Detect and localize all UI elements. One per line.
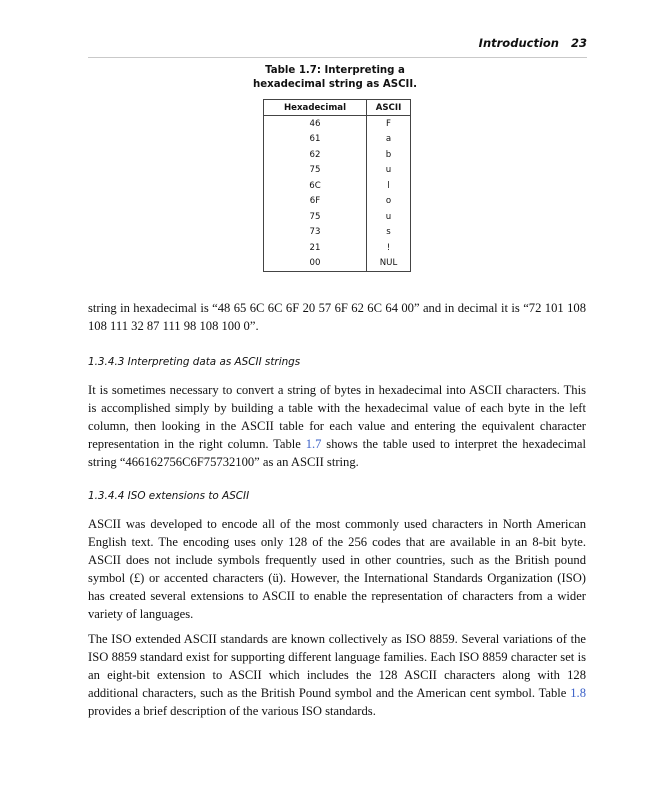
table-1-8-link[interactable]: 1.8 — [570, 686, 586, 700]
header-section-title: Introduction — [478, 36, 559, 50]
page-number: 23 — [570, 36, 587, 50]
hex-cell: 73 — [264, 225, 367, 241]
ascii-strings-text-start: It is sometimes necessary to convert a string of bytes in hexadecimal into ASCII characters. This is accomplished simply by building a table with the hexadecimal value of each byte in the left column, then looking in the ASCII table for each value and entering the equivalent character representation in the right column. Table — [88, 383, 586, 451]
ascii-cell: ! — [367, 240, 411, 256]
hex-cell: 6F — [264, 194, 367, 210]
caption-line-1: Table 1.7: Interpreting a — [265, 65, 405, 76]
table-caption — [230, 64, 440, 92]
table-row — [264, 163, 411, 179]
hex-cell: 75 — [264, 163, 367, 179]
ascii-cell: u — [367, 209, 411, 225]
hex-cell: 21 — [264, 240, 367, 256]
hex-cell: 62 — [264, 147, 367, 163]
ascii-cell: s — [367, 225, 411, 241]
ascii-cell: NUL — [367, 256, 411, 272]
iso-text-start: The ISO extended ASCII standards are known collectively as ISO 8859. Several variations of the ISO 8859 standard exist for supporting different language families. Each ISO 8859 character set is an eight-bit extension to ASCII which includes the 128 ASCII characters along with 128 additional characters, such as the British Pound symbol and the American cent symbol. Table — [88, 632, 586, 700]
ascii-cell: u — [367, 163, 411, 179]
table-row — [264, 116, 411, 132]
table-row — [264, 178, 411, 194]
section-heading-iso-extensions: 1.3.4.4 ISO extensions to ASCII — [88, 490, 250, 502]
table-row — [264, 132, 411, 148]
hex-ascii-table — [263, 99, 411, 272]
hex-cell: 6C — [264, 178, 367, 194]
ascii-strings-paragraph — [88, 381, 586, 471]
table-row — [264, 209, 411, 225]
hex-cell: 61 — [264, 132, 367, 148]
ascii-cell: o — [367, 194, 411, 210]
hex-cell: 46 — [264, 116, 367, 132]
column-header-ascii: ASCII — [367, 100, 411, 116]
hex-cell: 75 — [264, 209, 367, 225]
table-row — [264, 194, 411, 210]
table-row — [264, 147, 411, 163]
table-1-7-link[interactable]: 1.7 — [305, 437, 322, 451]
iso-text-end: provides a brief description of the various ISO standards. — [88, 704, 376, 718]
section-heading-ascii-strings: 1.3.4.3 Interpreting data as ASCII strings — [88, 356, 301, 368]
caption-line-2: hexadecimal string as ASCII. — [252, 79, 418, 90]
running-header — [88, 36, 587, 58]
iso-paragraph-2 — [88, 630, 586, 720]
column-header-hexadecimal: Hexadecimal — [264, 100, 367, 116]
table-row — [264, 256, 411, 272]
iso-paragraph-1: ASCII was developed to encode all of the most commonly used characters in North American English text. The encoding uses only 128 of the 256 codes that are available in an 8-bit byte. ASCII does not include symbols frequently used in other countries, such as the British pound symbol (£) or accented characters (ü). However, the International Standards Organization (ISO) has created several extensions to ASCII to enable the representation of characters from a wider variety of languages. — [88, 517, 586, 621]
ascii-cell: b — [367, 147, 411, 163]
table-row — [264, 225, 411, 241]
ascii-cell: a — [367, 132, 411, 148]
ascii-cell: l — [367, 178, 411, 194]
table-row — [264, 240, 411, 256]
ascii-strings-text-end: shows the table used to interpret the hexadecimal string “466162756C6F75732100” as an ASCII string. — [88, 437, 586, 469]
hex-cell: 00 — [264, 256, 367, 272]
ascii-cell: F — [367, 116, 411, 132]
intro-paragraph: string in hexadecimal is “48 65 6C 6C 6F 20 57 6F 62 6C 64 00” and in decimal it is “72 101 108 108 111 32 87 111 98 108 100 0”. — [88, 301, 586, 333]
